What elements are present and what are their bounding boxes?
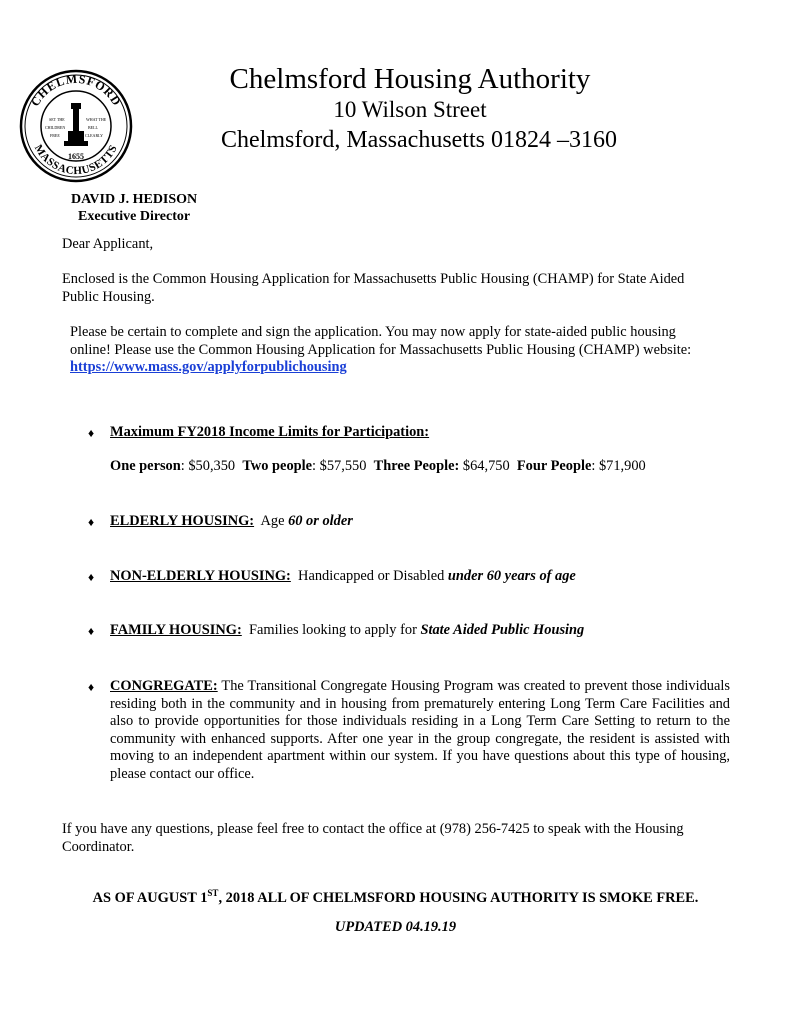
director-title: Executive Director	[78, 209, 191, 224]
svg-text:WHAT THE: WHAT THE	[86, 117, 107, 122]
non-elderly-housing-item: NON-ELDERLY HOUSING: Handicapped or Disabled under 60 years of age	[110, 568, 576, 584]
updated-date: UPDATED 04.19.19	[334, 919, 457, 935]
elderly-housing-item: ELDERLY HOUSING: Age 60 or older	[110, 513, 353, 529]
svg-text:FREE: FREE	[50, 133, 60, 138]
organization-street: 10 Wilson Street	[333, 97, 487, 122]
diamond-bullet-icon: ♦	[88, 624, 95, 638]
town-seal-logo	[19, 69, 133, 183]
svg-text:CHILDREN: CHILDREN	[45, 125, 66, 130]
online-application-paragraph	[70, 324, 710, 377]
intro-paragraph: Enclosed is the Common Housing Application for Massachusetts Public Housing (CHAMP) for State Aided Public Housing.	[62, 271, 685, 305]
congregate-housing-item: CONGREGATE: The Transitional Congregate Housing Program was created to prevent those individuals residing both in the community and in housing from prematurely entering Long Term Care Facilities and also to provide opportunities for those individuals residing in a Long Term Care Setting to return to the community with enhanced supports. After one year in the group congregate, the resident is assisted with moving to an independent apartment within our system. If you have questions about this type of housing, please contact our office.	[110, 678, 730, 782]
organization-city: Chelmsford, Massachusetts 01824 –3160	[221, 127, 617, 153]
champ-website-link[interactable]: https://www.mass.gov/applyforpublichousing	[70, 359, 347, 375]
family-housing-item: FAMILY HOUSING: Families looking to apply for State Aided Public Housing	[110, 622, 585, 638]
svg-text:BELL: BELL	[88, 125, 98, 130]
organization-name: Chelmsford Housing Authority	[229, 63, 591, 95]
diamond-bullet-icon: ♦	[88, 426, 95, 440]
director-name: DAVID J. HEDISON	[71, 192, 198, 207]
contact-paragraph: If you have any questions, please feel free to contact the office at (978) 256-7425 to speak with the Housing Coordinator.	[62, 821, 684, 855]
svg-text:MASSACHUSETTS: MASSACHUSETTS	[31, 142, 120, 178]
diamond-bullet-icon: ♦	[88, 570, 95, 584]
income-limits-heading: Maximum FY2018 Income Limits for Participation:	[110, 424, 430, 440]
svg-text:1655: 1655	[68, 152, 84, 161]
svg-text:SET THE: SET THE	[49, 117, 65, 122]
letterhead	[175, 62, 645, 156]
diamond-bullet-icon: ♦	[88, 680, 95, 694]
director-block	[71, 191, 197, 225]
online-application-text: Please be certain to complete and sign the application. You may now apply for state-aided public housing online! Please use the Common Housing Application for Massachusetts Public Housing (CHAMP) website:	[70, 324, 692, 358]
income-limits-values: One person: $50,350 Two people: $57,550 Three People: $64,750 Four People: $71,900	[110, 458, 646, 474]
smoke-free-notice: AS OF AUGUST 1ST, 2018 ALL OF CHELMSFORD HOUSING AUTHORITY IS SMOKE FREE.	[92, 888, 699, 906]
svg-text:CHELMSFORD: CHELMSFORD	[27, 71, 125, 109]
svg-text:CLEARLY: CLEARLY	[85, 133, 104, 138]
greeting: Dear Applicant,	[62, 236, 154, 252]
diamond-bullet-icon: ♦	[88, 515, 95, 529]
